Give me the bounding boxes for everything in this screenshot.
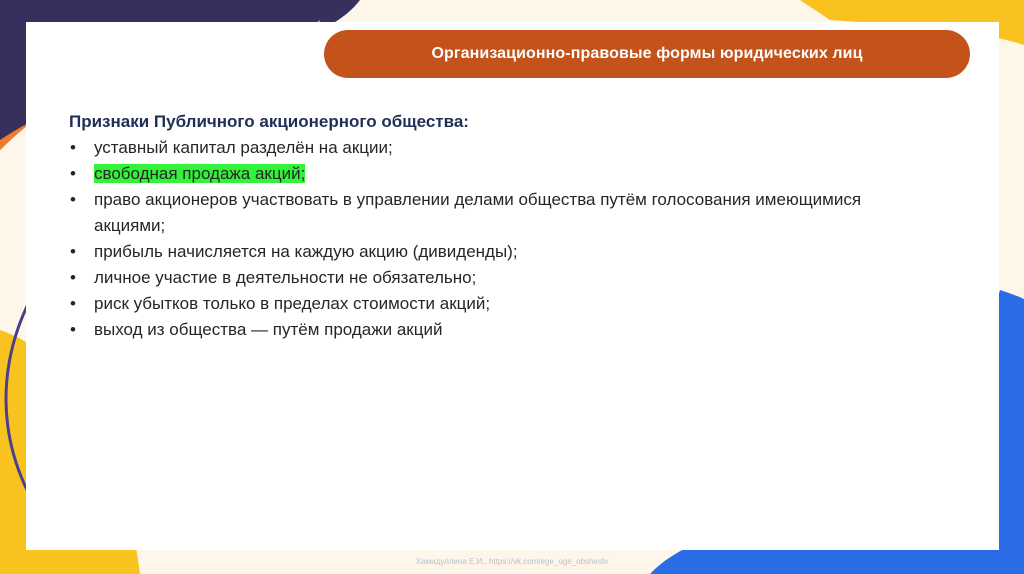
highlighted-text: свободная продажа акций;: [94, 164, 306, 183]
feature-list: [69, 135, 929, 343]
list-item: [69, 161, 929, 187]
footer-credit: Хамидуллина Е.И., https://vk.com/ege_oge_obshestv: [415, 557, 609, 566]
list-item: • право акционеров участвовать в управлении делами общества путём голосования имеющимися акциями;: [69, 187, 929, 239]
list-item: • уставный капитал разделён на акции;: [69, 135, 929, 161]
list-item: • риск убытков только в пределах стоимости акций;: [69, 291, 929, 317]
slide-content: [69, 109, 929, 343]
content-heading: Признаки Публичного акционерного общества:: [69, 112, 469, 131]
slide-title: Организационно-правовые формы юридических лиц: [431, 45, 863, 62]
list-item: • прибыль начисляется на каждую акцию (дивиденды);: [69, 239, 929, 265]
list-item: • выход из общества — путём продажи акций: [69, 317, 929, 343]
list-item: • личное участие в деятельности не обязательно;: [69, 265, 929, 291]
slide-title-bar: [324, 30, 970, 78]
